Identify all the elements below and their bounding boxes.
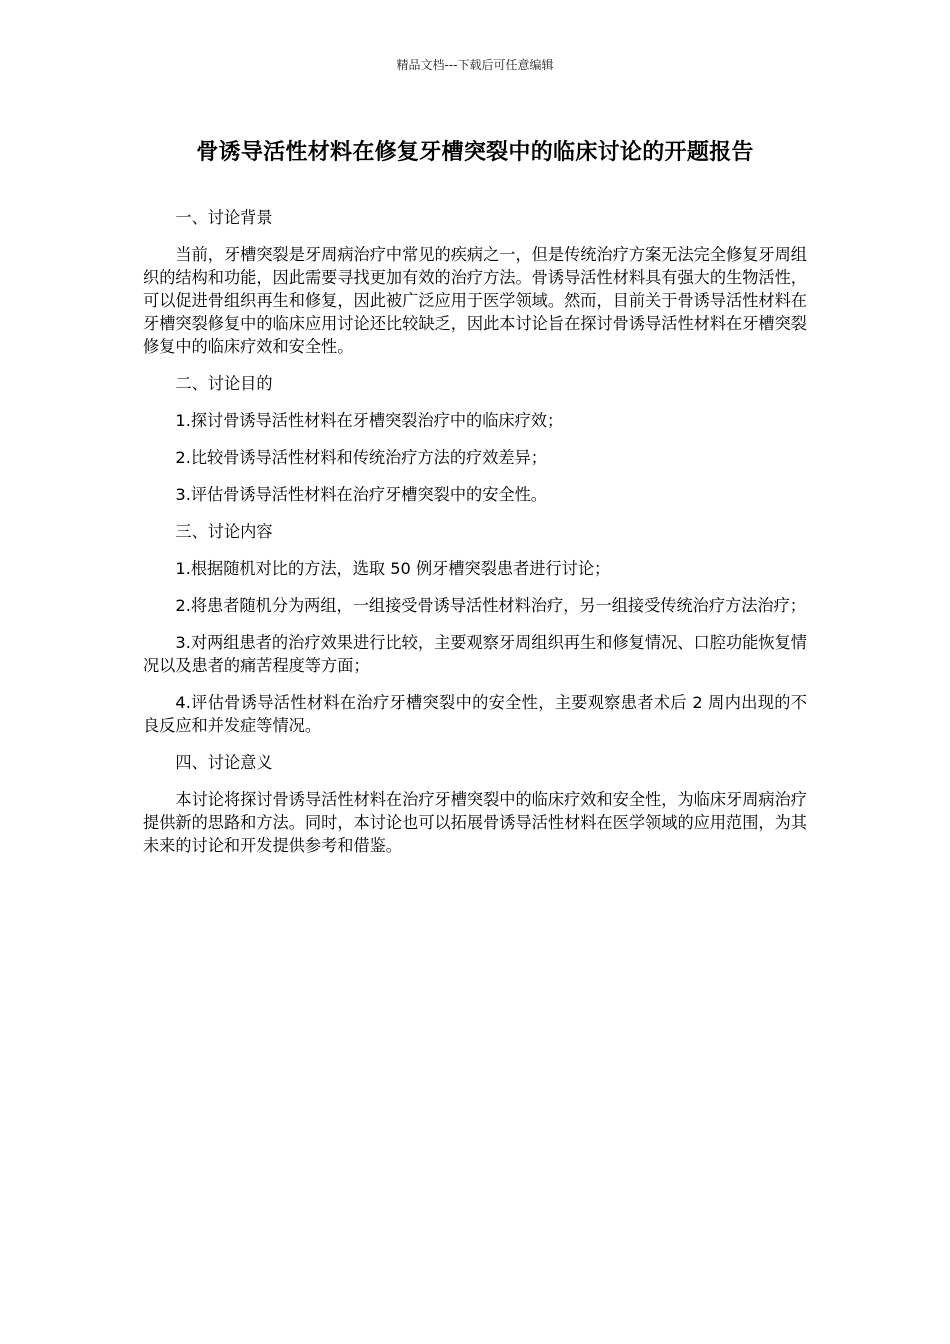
section-heading-background: 一、讨论背景 bbox=[175, 208, 273, 227]
content-item-4: 4.评估骨诱导活性材料在治疗牙槽突裂中的安全性，主要观察患者术后 2 周内出现的不良反应和并发症等情况。 bbox=[143, 693, 807, 735]
purpose-item-1: 1.探讨骨诱导活性材料在牙槽突裂治疗中的临床疗效； bbox=[175, 411, 564, 430]
content-item-2: 2.将患者随机分为两组，一组接受骨诱导活性材料治疗，另一组接受传统治疗方法治疗； bbox=[175, 596, 806, 615]
document-title: 骨诱导活性材料在修复牙槽突裂中的临床讨论的开题报告 bbox=[196, 140, 754, 165]
page-header: 精品文档---下载后可任意编辑 bbox=[396, 58, 554, 72]
content-item-3: 3.对两组患者的治疗效果进行比较，主要观察牙周组织再生和修复情况、口腔功能恢复情况以及患者的痛苦程度等方面； bbox=[143, 633, 807, 675]
background-paragraph: 当前，牙槽突裂是牙周病治疗中常见的疾病之一，但是传统治疗方案无法完全修复牙周组织的结构和功能，因此需要寻找更加有效的治疗方法。骨诱导活性材料具有强大的生物活性，可以促进骨组织再生和修复，因此被广泛应用于医学领域。然而，目前关于骨诱导活性材料在牙槽突裂修复中的临床应用讨论还比较缺乏，因此本讨论旨在探讨骨诱导活性材料在牙槽突裂修复中的临床疗效和安全性。 bbox=[143, 245, 807, 356]
significance-paragraph: 本讨论将探讨骨诱导活性材料在治疗牙槽突裂中的临床疗效和安全性，为临床牙周病治疗提供新的思路和方法。同时，本讨论也可以拓展骨诱导活性材料在医学领域的应用范围，为其未来的讨论和开发提供参考和借鉴。 bbox=[143, 790, 807, 855]
purpose-item-3: 3.评估骨诱导活性材料在治疗牙槽突裂中的安全性。 bbox=[175, 485, 547, 504]
section-heading-purpose: 二、讨论目的 bbox=[175, 374, 273, 393]
section-heading-content: 三、讨论内容 bbox=[175, 522, 273, 541]
purpose-item-2: 2.比较骨诱导活性材料和传统治疗方法的疗效差异； bbox=[175, 448, 547, 467]
content-item-1: 1.根据随机对比的方法，选取 50 例牙槽突裂患者进行讨论； bbox=[175, 559, 611, 578]
section-heading-significance: 四、讨论意义 bbox=[175, 753, 273, 772]
document-body bbox=[143, 206, 807, 871]
